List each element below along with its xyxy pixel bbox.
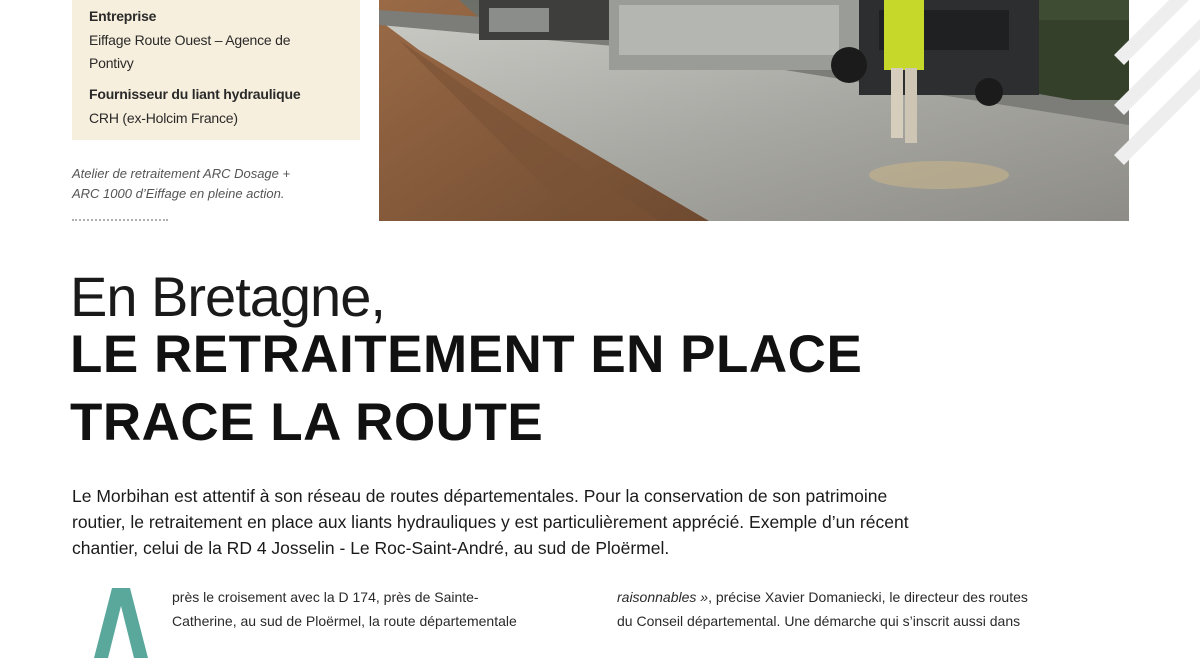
info-box xyxy=(72,0,360,140)
supplier-label: Fournisseur du liant hydraulique xyxy=(89,86,301,102)
col2-line2: du Conseil départemental. Une démarche qui s’inscrit aussi dans xyxy=(617,613,1021,629)
company-label: Entreprise xyxy=(89,8,157,24)
title-light: En Bretagne, xyxy=(70,265,385,328)
drop-cap-letter: A xyxy=(121,648,122,649)
lead-paragraph xyxy=(72,483,1132,561)
diagonal-stripes-icon xyxy=(1129,0,1200,221)
road-photo xyxy=(379,0,1129,221)
company-value-line2: Pontivy xyxy=(89,55,134,71)
title-bold-line1: LE RETRAITEMENT EN PLACE xyxy=(70,325,863,384)
title-bold-line2: TRACE LA ROUTE xyxy=(70,393,544,452)
col1-line2: Catherine, au sud de Ploërmel, la route départementale xyxy=(172,613,517,629)
col2-line1 xyxy=(617,585,1130,609)
body-column-2 xyxy=(617,585,1130,633)
supplier-value: CRH (ex-Holcim France) xyxy=(89,110,238,126)
col2-line1-rest: , précise Xavier Domaniecki, le directeur des routes xyxy=(708,589,1028,605)
photo-caption xyxy=(72,164,362,204)
lead-line3: chantier, celui de la RD 4 Josselin - Le Roc-Saint-André, au sud de Ploërmel. xyxy=(72,538,670,558)
lead-line1: Le Morbihan est attentif à son réseau de routes départementales. Pour la conservation de son patrimoine xyxy=(72,486,888,506)
col2-quote: raisonnables » xyxy=(617,589,709,605)
company-value-line1: Eiffage Route Ouest – Agence de xyxy=(89,32,291,48)
drop-cap xyxy=(94,588,148,649)
lead-line2: routier, le retraitement en place aux liants hydrauliques y est particulièrement apprécié. Exemple d’un récent xyxy=(72,512,909,532)
caption-line2: ARC 1000 d’Eiffage en pleine action. xyxy=(72,186,285,201)
col1-line1: près le croisement avec la D 174, près de Sainte- xyxy=(172,589,479,605)
caption-divider xyxy=(72,219,168,221)
caption-line1: Atelier de retraitement ARC Dosage + xyxy=(72,166,291,181)
body-column-1 xyxy=(172,585,582,633)
